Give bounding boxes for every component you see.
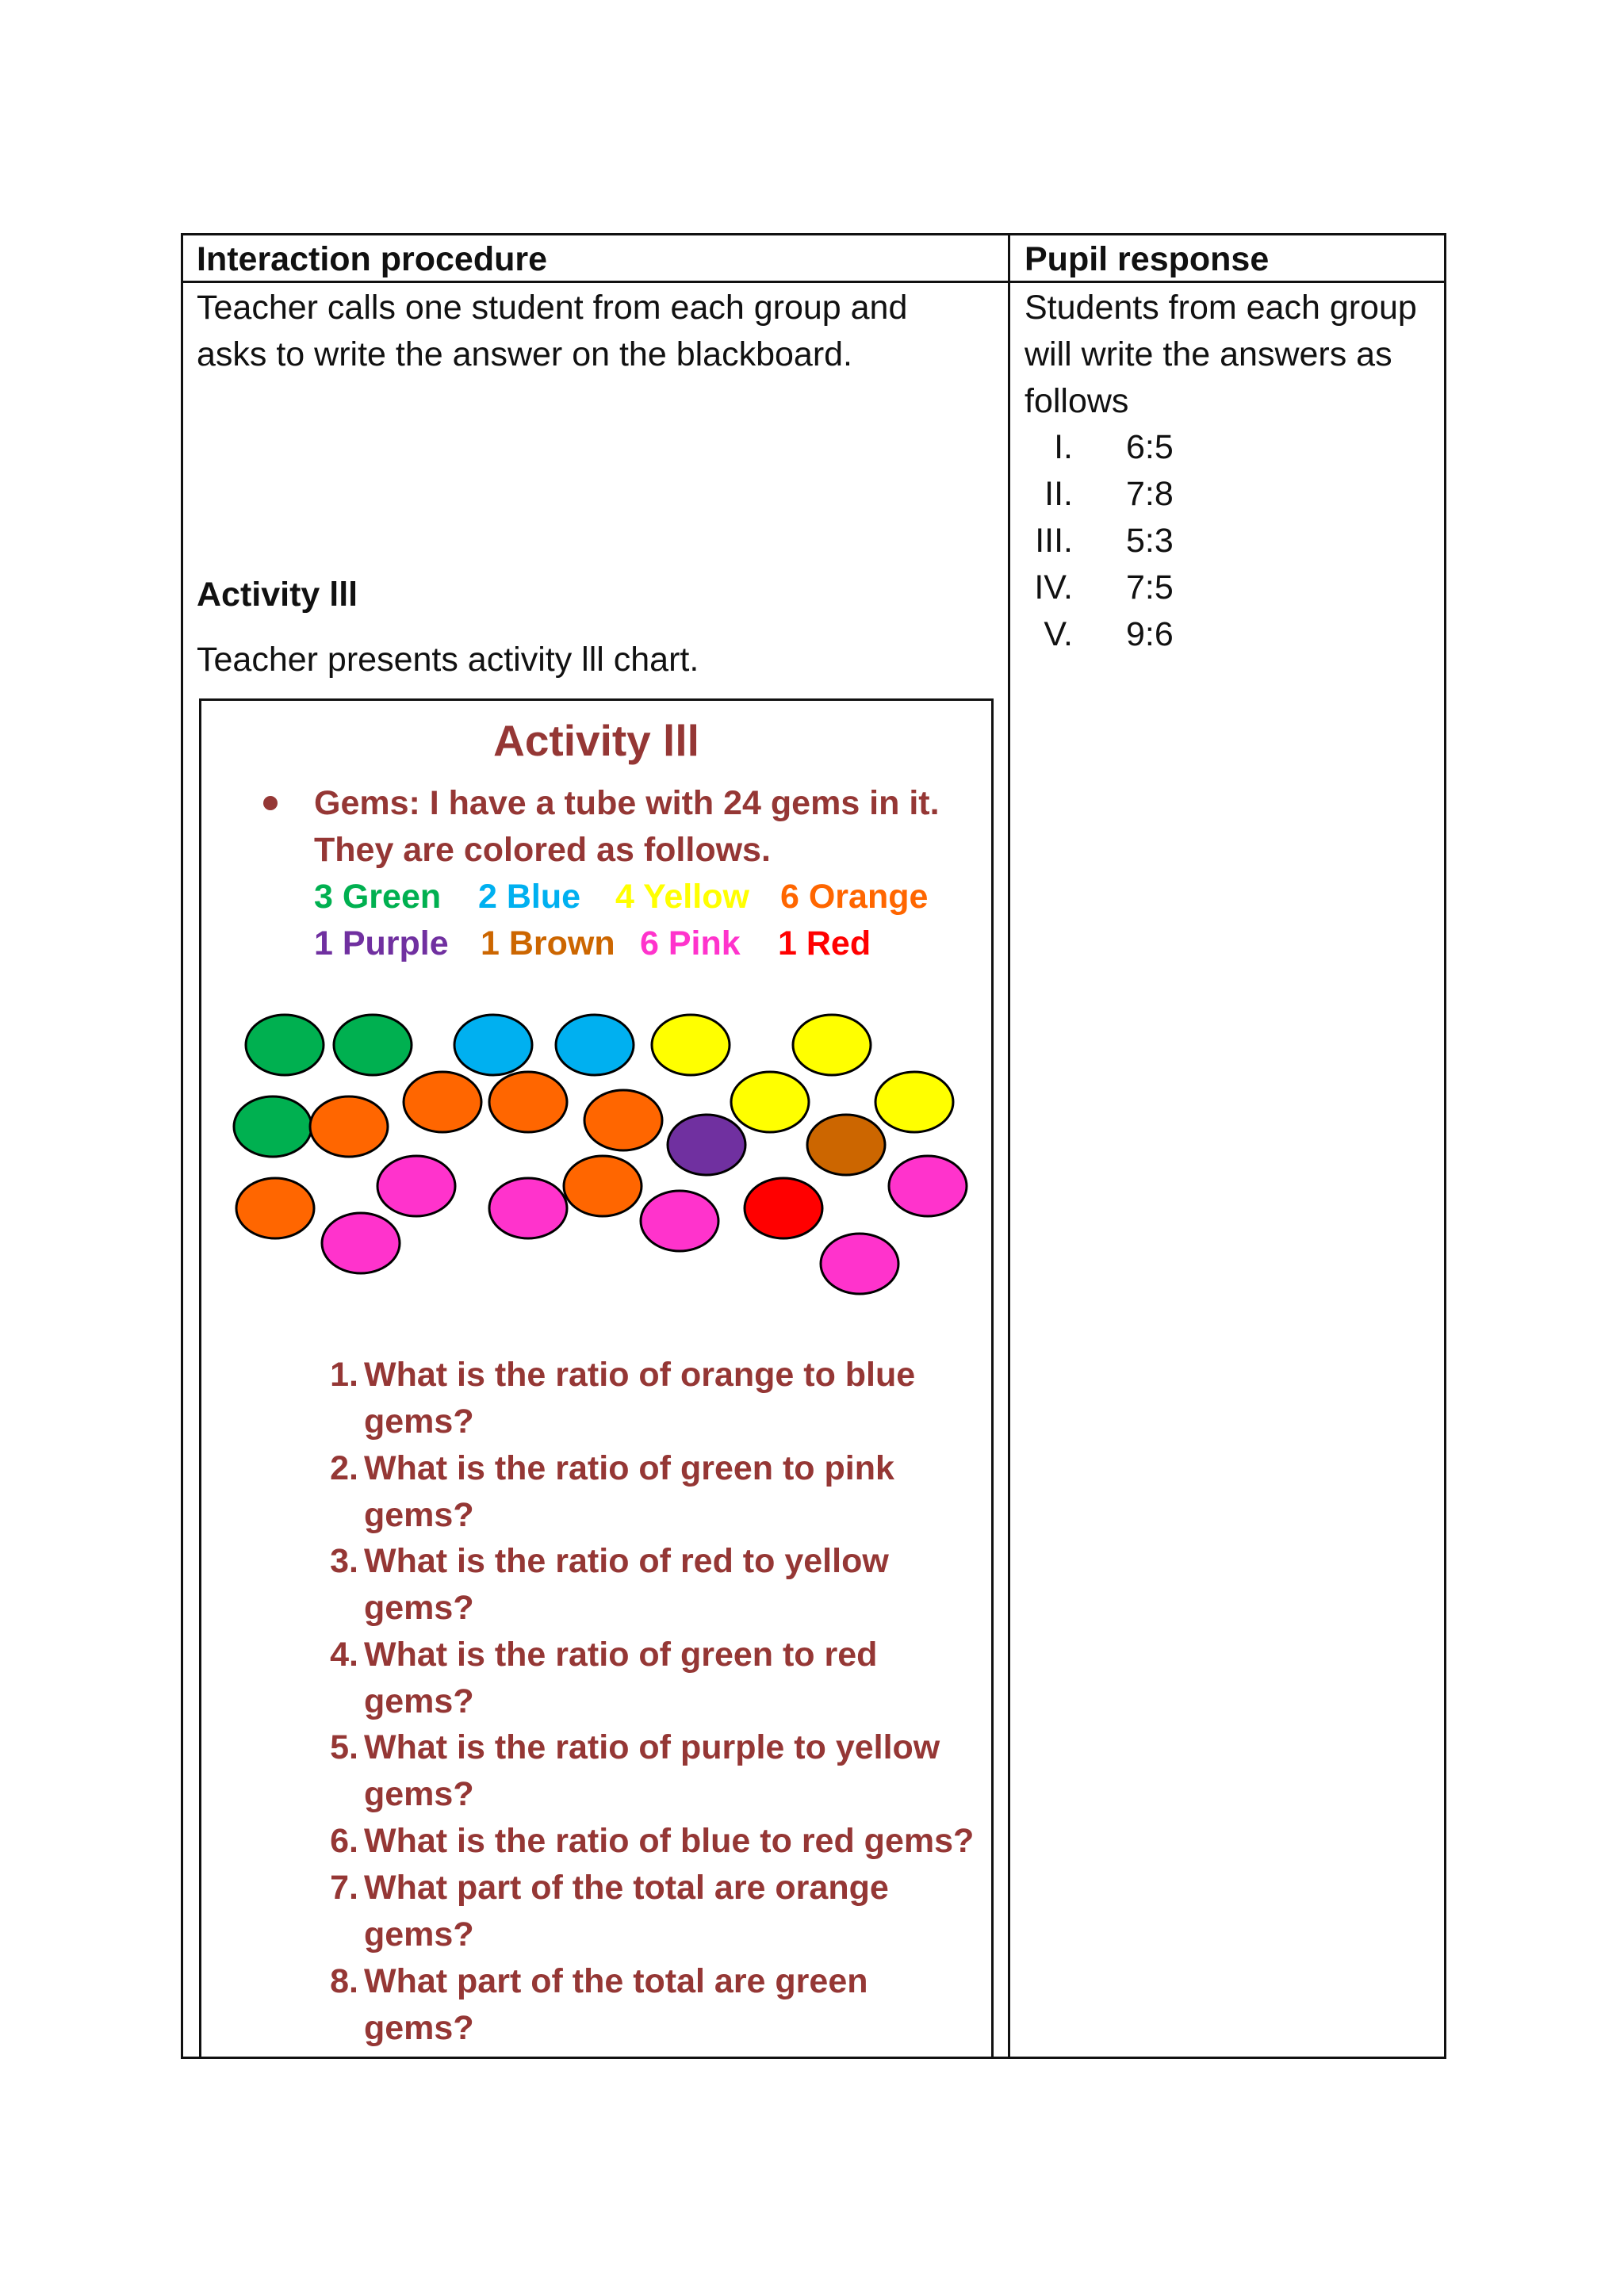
chart-intro-line-1: Gems: I have a tube with 24 gems in it. — [314, 784, 940, 822]
red-gem — [745, 1178, 822, 1238]
answer-number: II. — [1044, 475, 1073, 513]
question-text: What is the ratio of orange to blue gems? — [364, 1356, 916, 1441]
question-number: 5. — [330, 1728, 358, 1766]
orange-gem — [584, 1090, 662, 1150]
question-text: What is the ratio of blue to red gems? — [364, 1822, 975, 1860]
legend-item: 1 Purple — [314, 924, 449, 962]
question-text: What part of the total are orange gems? — [364, 1869, 889, 1954]
answer-value: 5:3 — [1126, 522, 1174, 560]
orange-gem — [489, 1072, 567, 1132]
pink-gem — [821, 1234, 898, 1294]
question-text: What is the ratio of green to red gems? — [364, 1636, 878, 1720]
question-text: What is the ratio of green to pink gems? — [364, 1449, 894, 1534]
question-number: 4. — [330, 1636, 358, 1674]
chart-title: Activity lll — [493, 716, 699, 765]
col1-header: Interaction procedure — [197, 240, 548, 278]
green-gem — [334, 1015, 412, 1075]
legend-item: 4 Yellow — [615, 878, 749, 916]
legend-item: 3 Green — [314, 878, 442, 916]
response-line-1: Students from each group — [1025, 289, 1417, 327]
activity-intro: Teacher presents activity lll chart. — [197, 641, 699, 679]
green-gem — [234, 1096, 312, 1157]
pink-gem — [322, 1213, 400, 1273]
answer-number: IV. — [1034, 568, 1073, 607]
chart-intro-line-2: They are colored as follows. — [314, 831, 771, 869]
question-number: 3. — [330, 1542, 358, 1580]
response-line-3: follows — [1025, 382, 1129, 420]
question-number: 7. — [330, 1869, 358, 1907]
question-number: 6. — [330, 1822, 358, 1860]
question-number: 1. — [330, 1356, 358, 1394]
orange-gem — [310, 1096, 388, 1157]
pink-gem — [641, 1191, 718, 1251]
orange-gem — [236, 1178, 314, 1238]
blue-gem — [454, 1015, 532, 1075]
legend-item: 1 Brown — [481, 924, 615, 962]
pink-gem — [889, 1156, 967, 1216]
gems-illustration — [201, 701, 994, 1335]
purple-gem — [668, 1115, 745, 1175]
legend-item: 2 Blue — [478, 878, 581, 916]
question-number: 2. — [330, 1449, 358, 1487]
legend-item: 6 Orange — [780, 878, 929, 916]
question-number: 8. — [330, 1962, 358, 2000]
answer-number: III. — [1035, 522, 1073, 560]
yellow-gem — [731, 1072, 809, 1132]
orange-gem — [404, 1072, 481, 1132]
response-line-2: will write the answers as — [1025, 335, 1392, 373]
question-text: What is the ratio of red to yellow gems? — [364, 1542, 889, 1627]
legend-item: 6 Pink — [640, 924, 741, 962]
brown-gem — [807, 1115, 885, 1175]
activity-chart — [199, 698, 994, 2057]
procedure-line-1: Teacher calls one student from each group and — [197, 289, 908, 327]
answer-number: V. — [1044, 615, 1073, 653]
yellow-gem — [652, 1015, 730, 1075]
yellow-gem — [875, 1072, 953, 1132]
column-divider — [1008, 235, 1010, 2057]
col2-header: Pupil response — [1025, 240, 1270, 278]
header-divider — [183, 281, 1444, 283]
legend-item: 1 Red — [778, 924, 871, 962]
answer-value: 7:8 — [1126, 475, 1174, 513]
answer-value: 9:6 — [1126, 615, 1174, 653]
yellow-gem — [793, 1015, 871, 1075]
orange-gem — [564, 1156, 642, 1216]
pink-gem — [489, 1178, 567, 1238]
answer-number: I. — [1054, 428, 1073, 466]
activity-heading: Activity lll — [197, 576, 358, 614]
pink-gem — [377, 1156, 455, 1216]
blue-gem — [556, 1015, 634, 1075]
procedure-line-2: asks to write the answer on the blackboard. — [197, 335, 852, 373]
answer-value: 7:5 — [1126, 568, 1174, 607]
green-gem — [246, 1015, 324, 1075]
question-text: What is the ratio of purple to yellow gems? — [364, 1728, 940, 1813]
answer-value: 6:5 — [1126, 428, 1174, 466]
lesson-table — [181, 233, 1446, 2059]
question-text: What part of the total are green gems? — [364, 1962, 868, 2047]
